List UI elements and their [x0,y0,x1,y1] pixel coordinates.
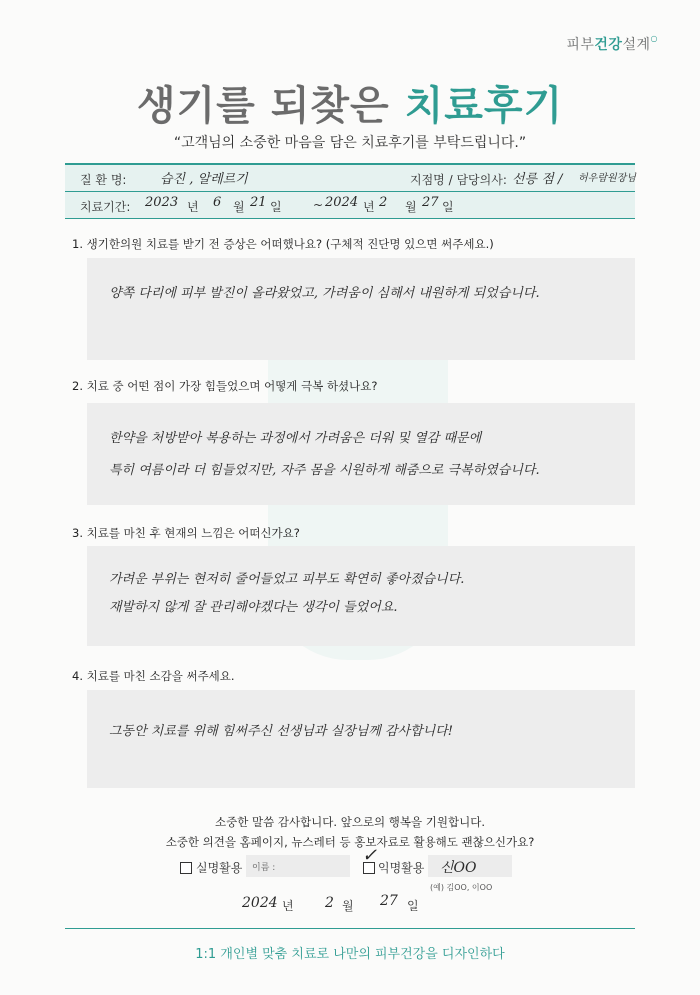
start-year: 2023 [145,195,179,210]
closing-line-1: 소중한 말씀 감사합니다. 앞으로의 행복을 기원합니다. [215,815,485,829]
end-day-unit: 일 [442,200,454,214]
brand-dot-icon: ○ [650,34,658,43]
check-mark-icon: ✓ [362,845,378,866]
branch-label: 지점명 / 담당의사: [410,173,507,187]
date-day: 27 [380,893,398,909]
real-name-field[interactable] [246,855,350,877]
question-4: 4. 치료를 마친 소감을 써주세요. [72,669,235,683]
diagnosis-value: 습진 , 알레르기 [160,172,248,187]
anonymous-name-value: 신OO [440,860,477,876]
date-year: 2024 [242,895,278,911]
start-month: 6 [213,195,222,210]
closing-line-2: 소중한 의견을 홈페이지, 뉴스레터 등 홍보자료로 활용해도 괜찮으신가요? [165,835,535,849]
real-name-label: 실명활용 [196,861,243,875]
page-title [0,74,700,131]
end-year: 2024 [325,195,359,210]
question-3: 3. 치료를 마친 후 현재의 느낌은 어떠신가요? [72,526,300,540]
anonymous-label: 익명활용 [378,861,425,875]
branch-value: 선릉 점 / [512,172,563,187]
date-year-unit: 년 [282,899,294,913]
brand-accent: 건강 [594,37,623,53]
brand-suffix: 설계 [622,37,651,53]
answer-box-1[interactable] [87,258,635,360]
question-2: 2. 치료 중 어떤 점이 가장 힘들었으며 어떻게 극복 하셨나요? [72,379,378,393]
start-day-unit: 일 [270,200,282,214]
end-year-unit: 년 [363,200,375,214]
answer-2-line-2: 특히 여름이라 더 힘들었지만, 자주 몸을 시원하게 해줌으로 극복하였습니다. [109,463,540,478]
doctor-value: 허우람원장님 [578,173,636,184]
answer-3-line-1: 가려운 부위는 현저히 줄어들었고 피부도 확연히 좋아졌습니다. [109,572,465,587]
info-bottom-line [65,218,635,219]
answer-3-line-2: 재발하지 않게 잘 관리해야겠다는 생각이 들었어요. [109,600,398,615]
footer-slogan: 1:1 개인별 맞춤 치료로 나만의 피부건강을 디자인하다 [195,947,505,962]
real-name-checkbox[interactable] [180,862,192,874]
start-day: 21 [250,195,267,210]
name-field-label: 이름 : [252,863,276,873]
diagnosis-label: 질 환 명: [80,173,127,187]
date-month-unit: 월 [342,899,354,913]
answer-2-line-1: 한약을 처방받아 복용하는 과정에서 가려움은 더워 및 열감 때문에 [109,431,482,446]
brand-prefix: 피부 [566,37,595,53]
brand-logo [566,34,658,54]
answer-4-line-1: 그동안 치료를 위해 힘써주신 선생님과 실장님께 감사합니다! [109,724,453,739]
answer-1-line-1: 양쪽 다리에 피부 발진이 올라왔었고, 가려움이 심해서 내원하게 되었습니다. [109,286,540,301]
end-month: 2 [379,195,388,210]
answer-box-2[interactable] [87,403,635,505]
end-day: 27 [422,195,439,210]
start-year-unit: 년 [187,200,199,214]
title-main: 생기를 되찾은 [136,83,405,129]
anonymous-example: (예) 김OO, 이OO [430,883,493,892]
anonymous-name-field[interactable] [428,855,512,877]
question-1: 1. 생기한의원 치료를 받기 전 증상은 어떠했나요? (구체적 진단명 있으면 써주세요.) [72,237,494,251]
answer-box-3[interactable] [87,546,635,646]
answer-box-4[interactable] [87,690,635,788]
page-subtitle: “고객님의 소중한 마음을 담은 치료후기를 부탁드립니다.” [173,135,527,151]
period-label: 치료기간: [80,200,131,214]
date-day-unit: 일 [407,899,419,913]
start-month-unit: 월 [233,200,245,214]
period-tilde: ~ [313,198,324,212]
footer-line [65,928,635,929]
end-month-unit: 월 [405,200,417,214]
title-accent: 치료후기 [404,83,564,129]
date-month: 2 [325,895,334,911]
